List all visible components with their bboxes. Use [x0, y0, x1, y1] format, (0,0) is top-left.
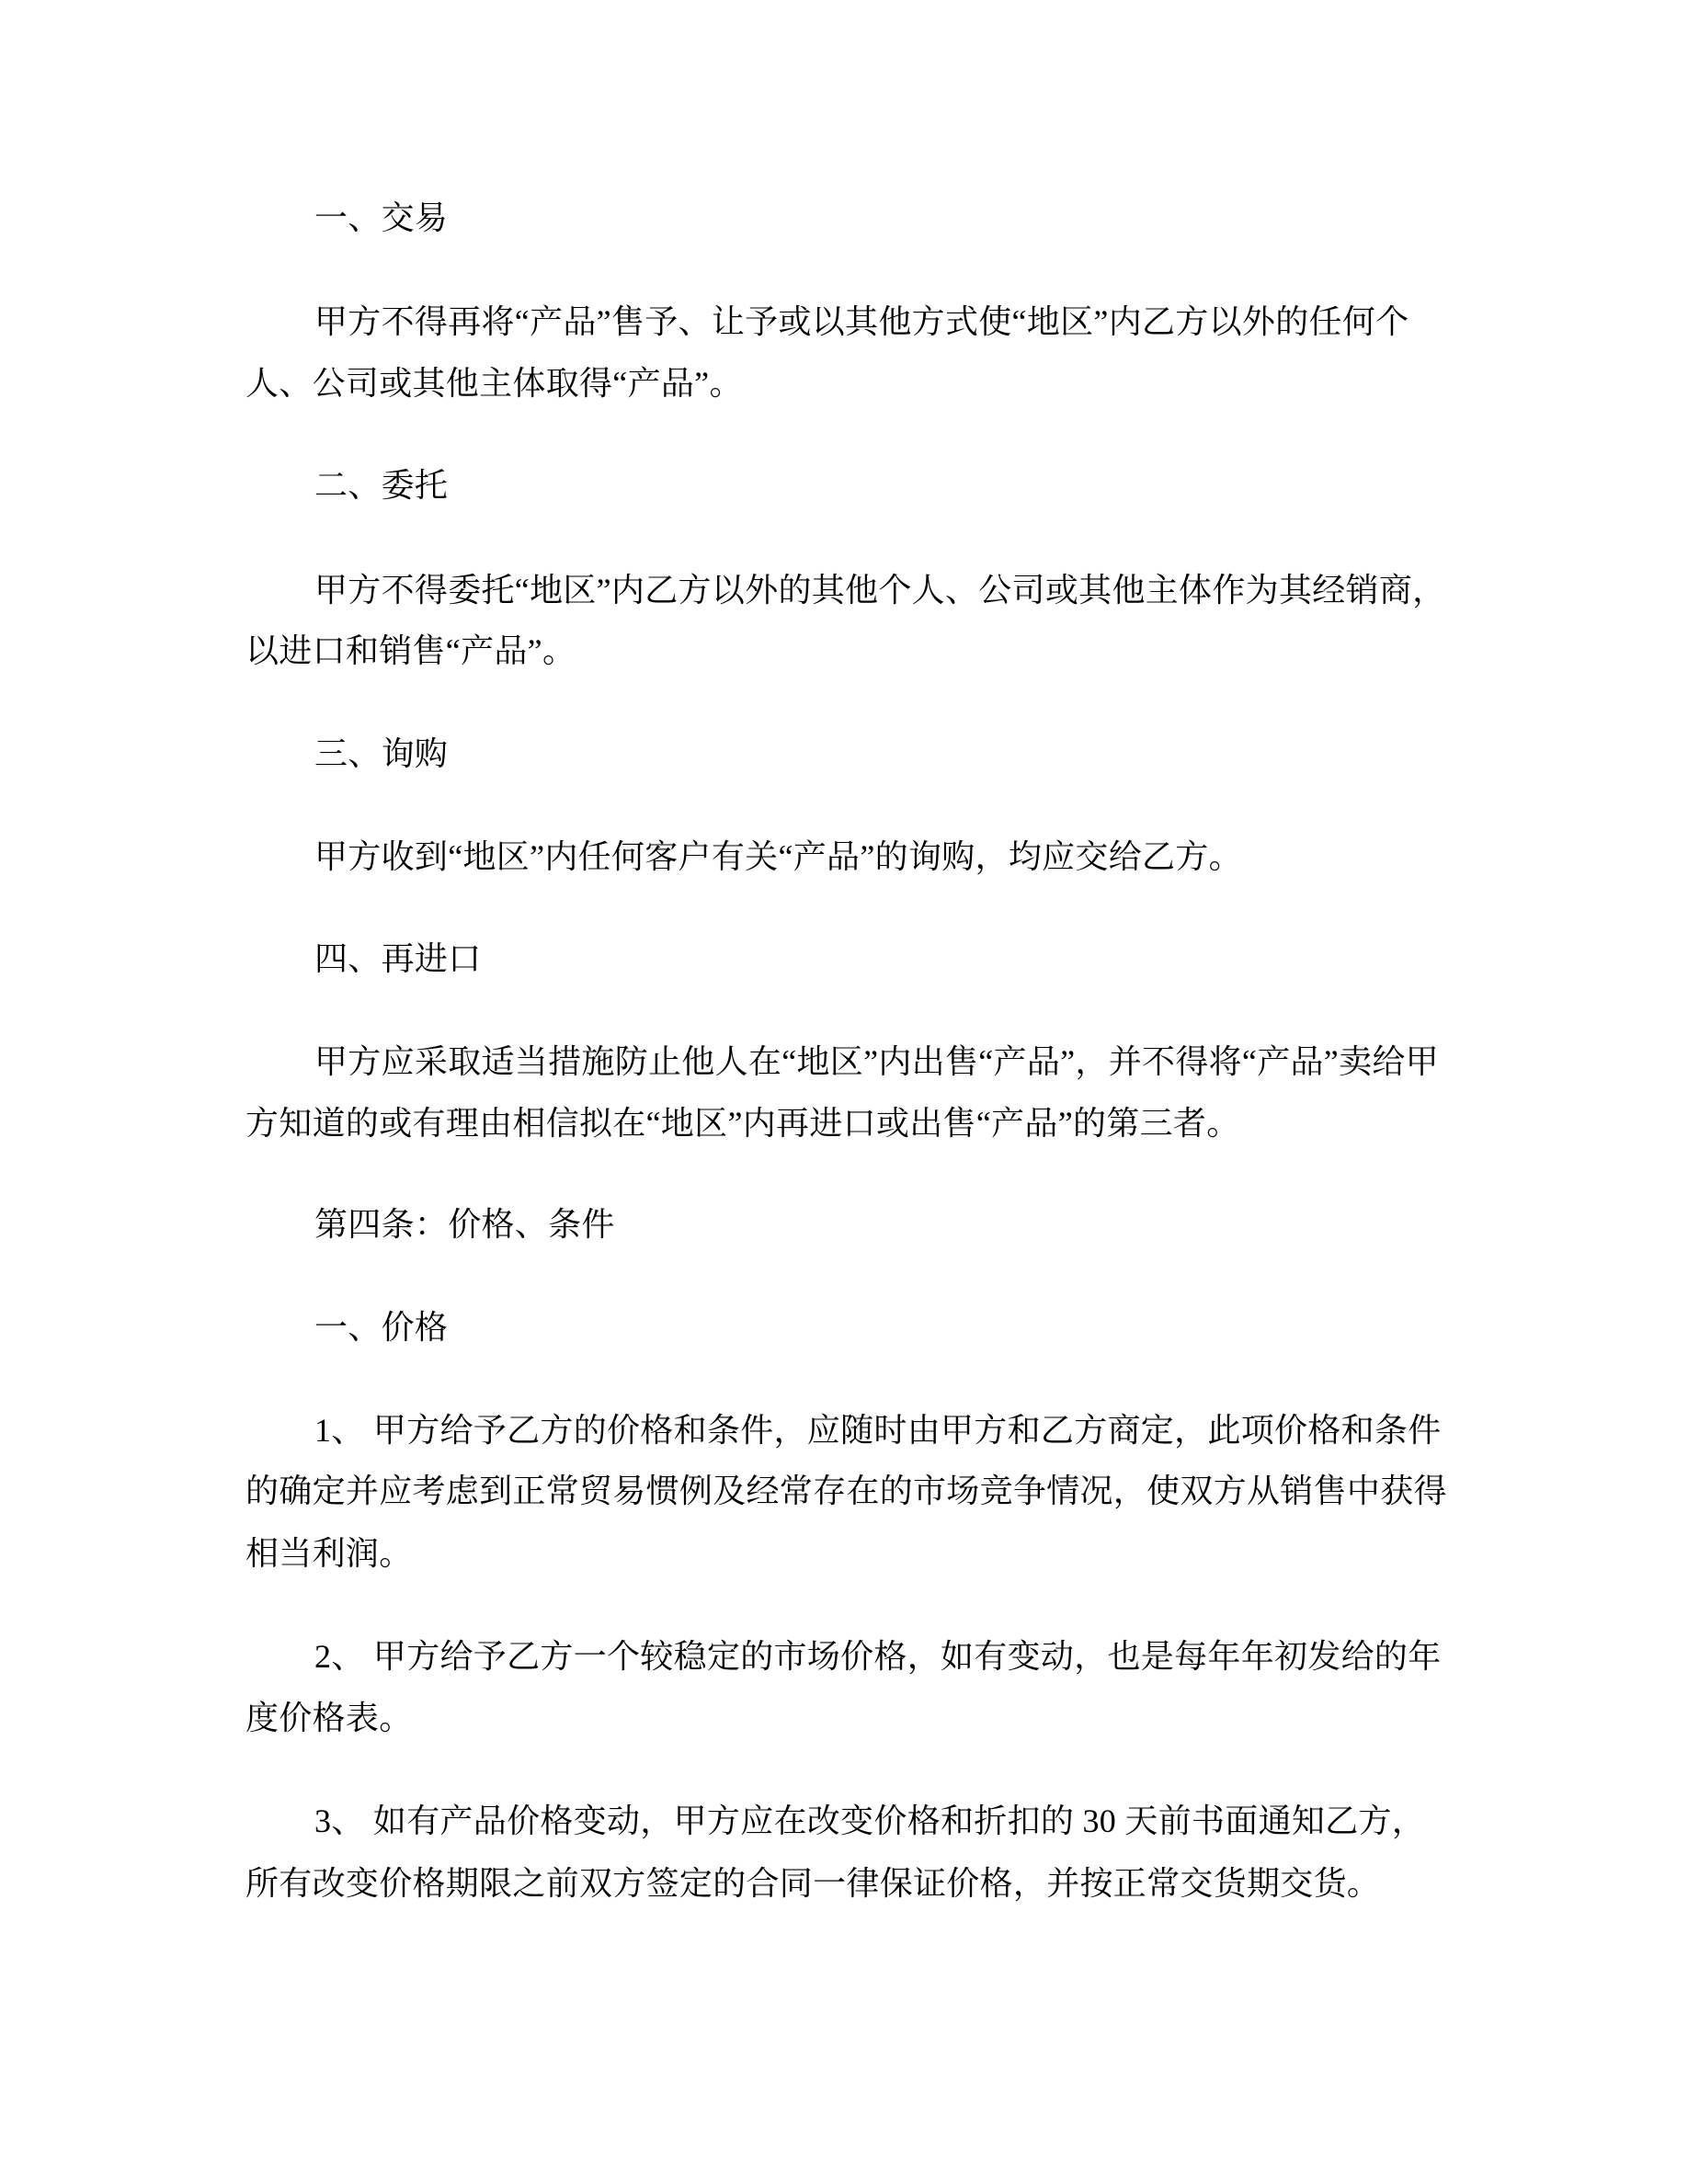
paragraph-line: 甲方不得委托“地区”内乙方以外的其他个人、公司或其他主体作为其经销商， [314, 572, 1446, 609]
paragraph-line: 甲方应采取适当措施防止他人在“地区”内出售“产品”，并不得将“产品”卖给甲 [314, 1043, 1439, 1080]
paragraph-line: 甲方不得再将“产品”售予、让予或以其他方式使“地区”内乙方以外的任何个 [314, 303, 1409, 340]
paragraph-line: 甲方收到“地区”内任何客户有关“产品”的询购，均应交给乙方。 [314, 838, 1242, 875]
list-item-line: 3、 如有产品价格变动，甲方应在改变价格和折扣的 30 天前书面通知乙方， [314, 1803, 1426, 1839]
paragraph-line: 方知道的或有理由相信拟在“地区”内再进口或出售“产品”的第三者。 [245, 1105, 1240, 1142]
paragraph-line: 人、公司或其他主体取得“产品”。 [245, 365, 743, 402]
list-item-line: 相当利润。 [245, 1535, 413, 1572]
section-heading-inquiry: 三、询购 [314, 735, 449, 772]
list-item-line: 1、 甲方给予乙方的价格和条件，应随时由甲方和乙方商定，此项价格和条件 [314, 1412, 1442, 1449]
list-item-line: 2、 甲方给予乙方一个较稳定的市场价格，如有变动，也是每年年初发给的年 [314, 1638, 1442, 1675]
list-item-line: 所有改变价格期限之前双方签定的合同一律保证价格，并按正常交货期交货。 [245, 1865, 1381, 1902]
list-item-line: 度价格表。 [245, 1700, 413, 1736]
article-heading-price-terms: 第四条：价格、条件 [314, 1206, 615, 1243]
section-heading-entrust: 二、委托 [314, 467, 449, 504]
list-item-line: 的确定并应考虑到正常贸易惯例及经常存在的市场竞争情况，使双方从销售中获得 [245, 1473, 1447, 1509]
section-heading-trade: 一、交易 [314, 199, 449, 236]
section-heading-price: 一、价格 [314, 1309, 449, 1346]
paragraph-line: 以进口和销售“产品”。 [245, 632, 576, 669]
section-heading-reimport: 四、再进口 [314, 940, 482, 977]
